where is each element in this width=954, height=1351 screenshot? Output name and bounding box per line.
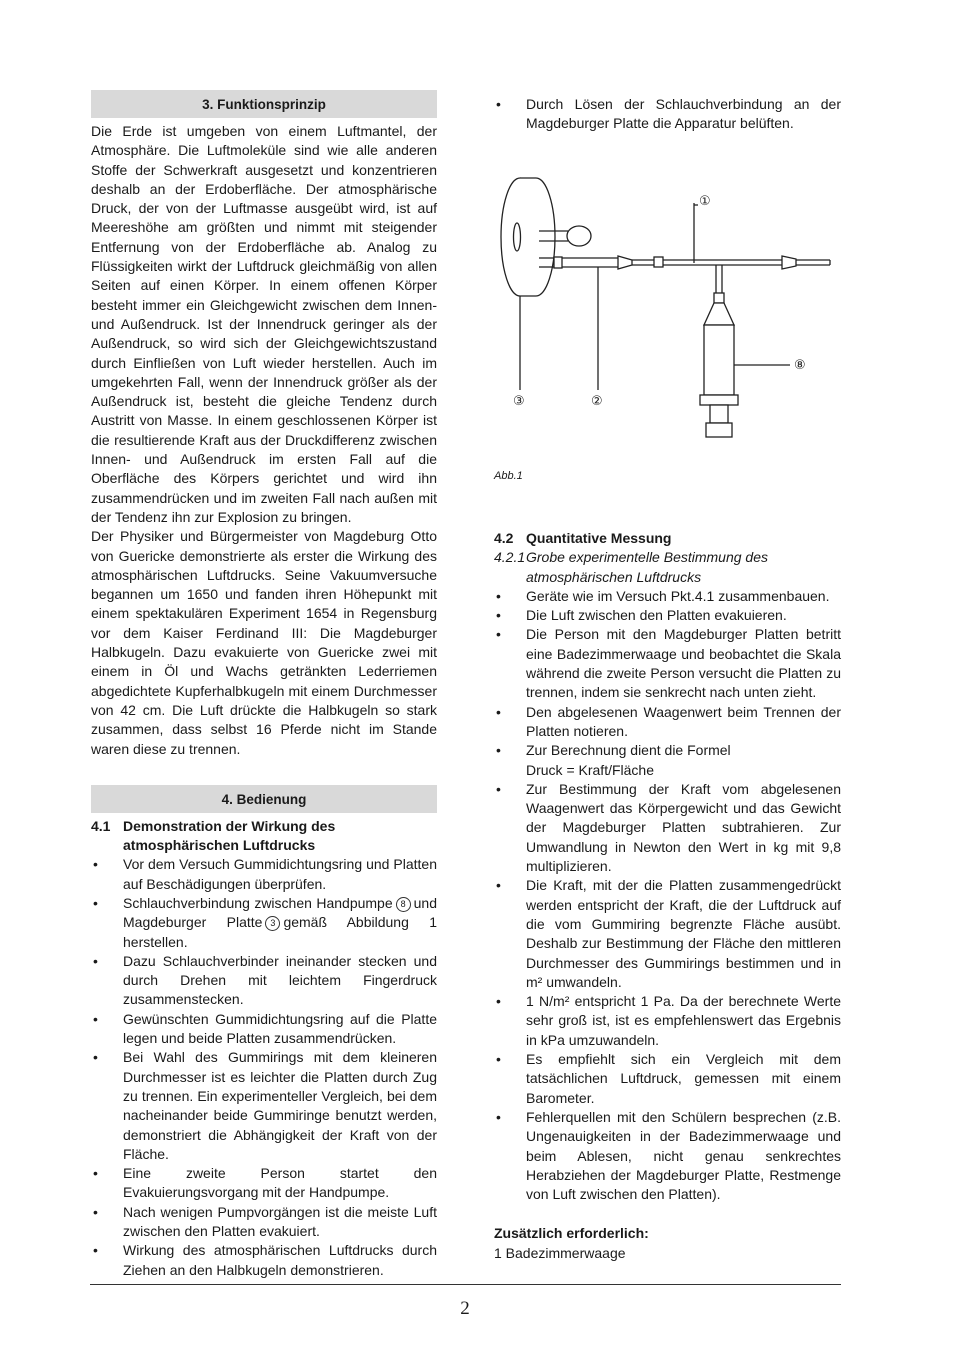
subsection-4-2-title: Quantitative Messung	[526, 530, 672, 546]
figure-label-8: ⑧	[794, 358, 806, 373]
list-item: • Eine zweite Person startet den Evakuierungsvorgang mit der Handpumpe.	[91, 1164, 437, 1203]
section-4-heading: 4. Bedienung	[91, 785, 437, 813]
subsection-4-2-number: 4.2	[494, 530, 514, 546]
section-3-paragraph-2: Der Physiker und Bürgermeister von Magdeburg Otto von Guericke demonstrierte als erster die Wirkung des atmosphärischen Luftdrucks. Seine Vakuumversuche begannen um 1650 und fanden ihren Höhepunkt mit einem spektakulären Experiment 1654 in Regensburg vor dem Kaiser Ferdinand III: Die Magdeburger Halbkugeln. Dazu evakuierte von Guericke zwei mit einem in Öl und Wachs getränkten Lederriemen abgedichtete Kupferhalbkugeln mit einem Durchmesser von 42 cm. Die Luft drückte die Halbkugeln so stark zusammen, dass selbst 16 Pferde nicht im Stande waren diese zu trennen.	[91, 528, 437, 757]
additional-required-heading: Zusätzlich erforderlich:	[494, 1225, 649, 1242]
list-item-text: und Magdeburger Platte	[123, 894, 437, 931]
list-item: • Die Person mit den Magdeburger Platten betritt eine Badezimmerwaage und beobachtet die Skala während die zweite Person versucht die Platten zu trennen, indem sie senkrecht nach unten zieht.	[494, 625, 841, 702]
subsection-4-1-title: Demonstration der Wirkung des atmosphärischen Luftdrucks	[123, 817, 336, 854]
list-item: • Zur Bestimmung der Kraft vom abgelesenen Waagenwert das Körpergewicht und das Gewicht der Magdeburger Platten subtrahieren. Zur Umwandlung in Newton den Wert in kg mit 9,8 multiplizieren.	[494, 780, 841, 876]
list-item: • Fehlerquellen mit den Schülern besprechen (z.B. Ungenauigkeiten in der Badezimmerwaage und beim Ablesen, nicht genau senkrechtes Herabziehen der Magdeburger Platte, Restmenge von Luft zwischen den Platten).	[494, 1108, 841, 1204]
subsection-4-2-1-heading	[494, 548, 841, 587]
additional-required-item: 1 Badezimmerwaage	[494, 1244, 626, 1261]
figure-caption: Abb.1	[494, 470, 523, 482]
list-item: • Vor dem Versuch Gummidichtungsring und Platten auf Beschädigungen überprüfen.	[91, 855, 437, 894]
figure-label-3: ③	[513, 394, 525, 409]
subsection-4-2-heading	[494, 529, 841, 548]
subsection-4-1-number: 4.1	[91, 817, 111, 834]
figure-label-1: ①	[699, 194, 711, 209]
list-item-formula	[494, 741, 841, 780]
list-item: • Wirkung des atmosphärischen Luftdrucks durch Ziehen an den Halbkugeln demonstrieren.	[91, 1241, 437, 1280]
ref-marker-3: 3	[265, 916, 280, 931]
list-item-text: Schlauchverbindung zwischen Handpumpe	[123, 894, 393, 911]
list-item-text: gemäß Abbildung 1 herstellen.	[123, 914, 438, 950]
subsection-4-1-heading	[91, 817, 437, 856]
list-item: • Die Kraft, mit der die Platten zusammengedrückt werden entspricht der Kraft, die der Luftdruck auf die vom Gummiring begrenzte Fläche ausübt. Deshalb zur Bestimmung der Fläche den mittleren Durchmesser des Gummirings bestimmen und in m² umwandeln.	[494, 876, 841, 992]
formula-intro: • Zur Berechnung dient die Formel	[526, 742, 731, 759]
list-item-with-refs	[91, 894, 437, 952]
list-item: • Bei Wahl des Gummirings mit dem kleineren Durchmesser ist es leichter die Platten durch Zug zu trennen. Ein experimenteller Vergleich, bei dem nacheinander beide Gummiringe benutzt werden, demonstriert die Abhängigkeit der Kraft von der Fläche.	[91, 1048, 437, 1164]
section-3-paragraph-1: Die Erde ist umgeben von einem Luftmantel, der Atmosphäre. Die Luftmoleküle sind wie alle anderen Stoffe der Schwerkraft ausgesetzt und konzentrieren deshalb an der Erdoberfläche. Der atmosphärische Druck, der von der Luftmasse ausgeübt wird, ist auf Meereshöhe am größten und nimmt mit steigender Entfernung von der Erdoberfläche ab. Analog zu Flüssigkeiten wirkt der Luftdruck gleichmäßig von allen Seiten auf einen Körper. In einem offenen Körper besteht immer ein Gleichgewicht zwischen dem Innen- und Außendruck. Ist der Innendruck geringer als der Außendruck, so wird sich der Gleichgewichtszustand durch Einfließen von Luft wieder herstellen. Auch im umgekehrten Fall, wenn der Innendruck größer als der Außendruck ist, besteht die gleiche Tendenz durch Austritt von Masse. In einem geschlossenen Körper ist die resultierende Kraft aus der Druckdifferenz zwischen Innen- und Außendruck im ersten Fall auf die Oberfläche des Körpers gerichtet und wird ihn zusammendrücken und im zweiten Fall nach außen mit der Tendenz ihn zur Explosion zu bringen.	[91, 123, 437, 525]
section-3-heading: 3. Funktionsprinzip	[91, 90, 437, 118]
list-item: • Gewünschten Gummidichtungsring auf die Platte legen und beide Platten zusammendrücken.	[91, 1010, 437, 1049]
list-item: • Es empfiehlt sich ein Vergleich mit dem tatsächlichen Luftdruck, gemessen mit einem Barometer.	[494, 1050, 841, 1108]
list-item: • 1 N/m² entspricht 1 Pa. Da der berechnete Werte sehr groß ist, ist es empfehlenswert das Ergebnis in kPa umzuwandeln.	[494, 992, 841, 1050]
right-column-bottom	[494, 525, 841, 1263]
subsection-4-2-1-title: Grobe experimentelle Bestimmung des atmosphärischen Luftdrucks	[526, 549, 769, 585]
subsection-4-2-1-list	[494, 587, 841, 1205]
list-item: • Nach wenigen Pumpvorgängen ist die meiste Luft zwischen den Platten evakuiert.	[91, 1203, 437, 1242]
subsection-4-2-1-number: 4.2.1	[494, 549, 526, 566]
ventilation-list	[494, 95, 841, 134]
subsection-4-1-list	[91, 855, 437, 1280]
left-column	[91, 90, 437, 1280]
figure-label-2: ②	[591, 394, 603, 409]
apparatus-figure	[494, 165, 841, 455]
list-item: • Geräte wie im Versuch Pkt.4.1 zusammenbauen.	[494, 587, 841, 606]
list-item: • Dazu Schlauchverbinder ineinander stecken und durch Drehen mit leichtem Fingerdruck zusammenstecken.	[91, 952, 437, 1010]
formula: Druck = Kraft/Fläche	[526, 761, 654, 778]
footer-rule	[90, 1284, 841, 1285]
page-number: 2	[460, 1298, 470, 1319]
list-item: • Den abgelesenen Waagenwert beim Trennen der Platten notieren.	[494, 703, 841, 742]
list-item: • Die Luft zwischen den Platten evakuieren.	[494, 606, 841, 625]
right-column-top	[494, 95, 841, 134]
ref-marker-8: 8	[396, 897, 411, 912]
list-item: • Durch Lösen der Schlauchverbindung an der Magdeburger Platte die Apparatur belüften.	[494, 95, 841, 134]
